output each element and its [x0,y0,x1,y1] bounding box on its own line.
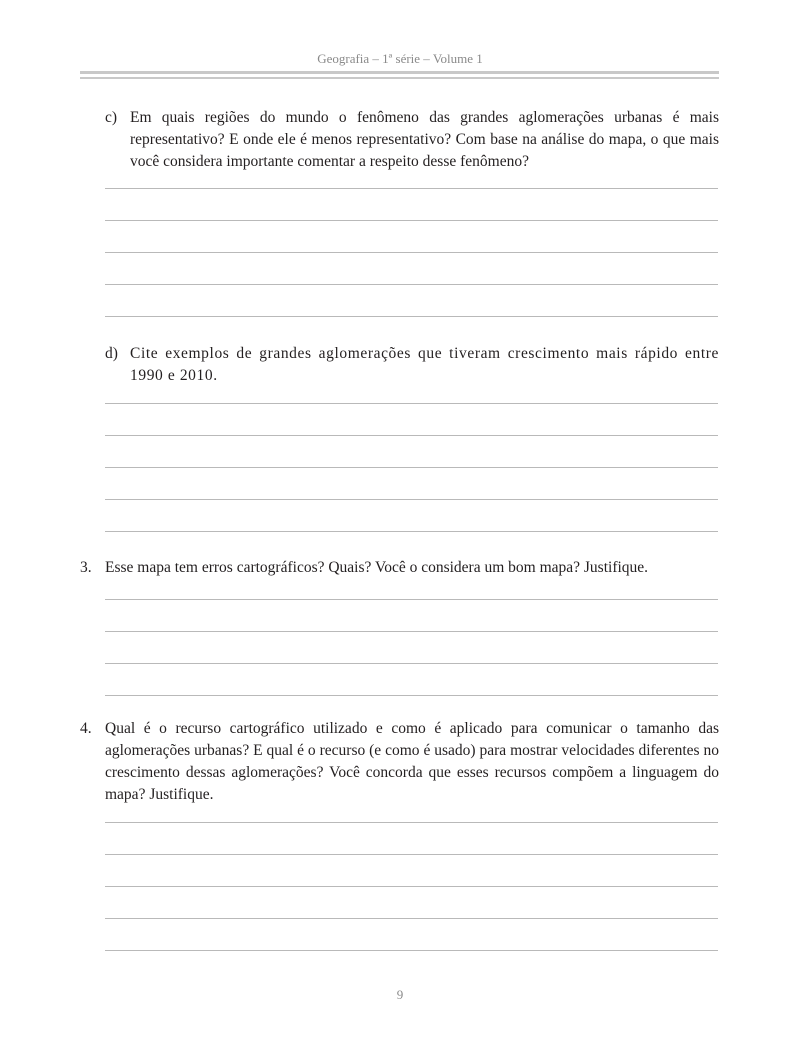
header-rule [80,71,719,79]
answer-line-3-1[interactable] [105,599,718,600]
question-3-label: 3. [80,559,92,576]
answer-line-4-2[interactable] [105,854,718,855]
answer-line-c-5[interactable] [105,316,718,317]
answer-line-4-3[interactable] [105,886,718,887]
answer-line-3-2[interactable] [105,631,718,632]
answer-line-4-5[interactable] [105,950,718,951]
answer-line-3-4[interactable] [105,695,718,696]
answer-line-c-1[interactable] [105,188,718,189]
answer-line-d-3[interactable] [105,467,718,468]
question-4-label: 4. [80,720,92,737]
question-d-text: Cite exemplos de grandes aglomerações que tiveram crescimento mais rápido entre 1990 e 2010. [130,345,719,384]
answer-line-3-3[interactable] [105,663,718,664]
answer-line-d-1[interactable] [105,403,718,404]
answer-line-d-4[interactable] [105,499,718,500]
answer-line-4-4[interactable] [105,918,718,919]
page-number: 9 [396,987,404,1002]
answer-line-d-5[interactable] [105,531,718,532]
answer-line-c-2[interactable] [105,220,718,221]
answer-line-c-3[interactable] [105,252,718,253]
question-3-text: Esse mapa tem erros cartográficos? Quais? Você o considera um bom mapa? Justifique. [105,559,649,576]
question-c-text: Em quais regiões do mundo o fenômeno das grandes aglomerações urbanas é mais representativo? E onde ele é menos representativo? Com base na análise do mapa, o que mais você considera importante comentar a respeito desse fenômeno? [130,109,719,170]
question-4-text: Qual é o recurso cartográfico utilizado e como é aplicado para comunicar o tamanho das aglomerações urbanas? E qual é o recurso (e como é usado) para mostrar velocidades diferentes no crescimento dessas aglomerações? Você concorda que esses recursos compõem a linguagem do mapa? Justifique. [105,720,719,803]
answer-line-4-1[interactable] [105,822,718,823]
question-d-label: d) [105,345,118,362]
running-header: Geografia – 1ª série – Volume 1 [317,51,483,66]
answer-line-c-4[interactable] [105,284,718,285]
question-c-label: c) [105,109,118,126]
answer-line-d-2[interactable] [105,435,718,436]
